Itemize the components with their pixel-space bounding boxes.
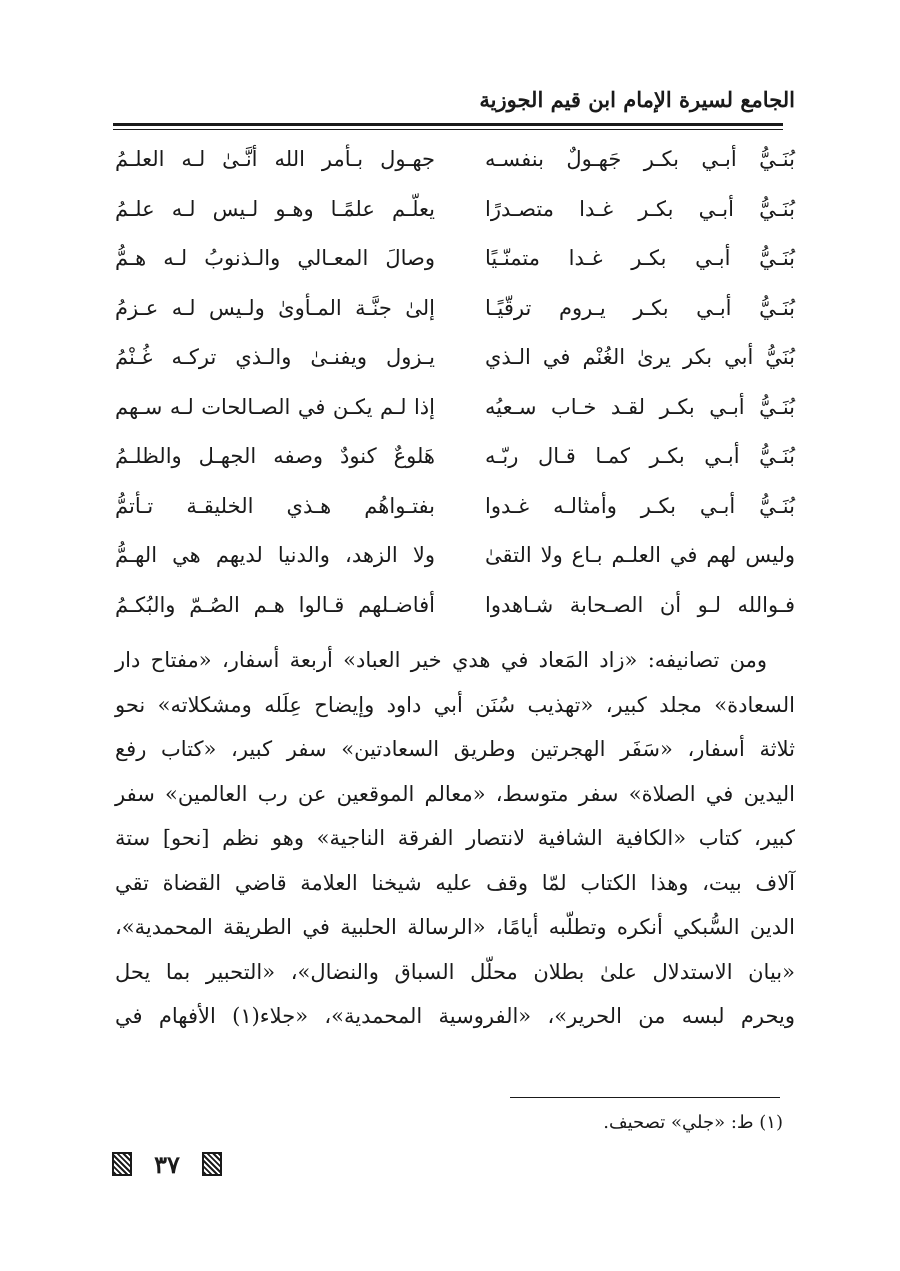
verse-first-hemistich: بُنَيُّ أبي بكر يرىٰ الغُنْم في الـذي: [485, 345, 795, 369]
poem-block: [115, 135, 795, 630]
verse-second-hemistich: هَلوعٌ كنودٌ وصفه الجهـل والظلـمُ: [115, 444, 435, 468]
poem-verse: [115, 234, 795, 284]
verse-first-hemistich: بُنَـيُّ أبـي بكـر يـروم ترقّيًـا: [485, 295, 795, 320]
footnote-separator: [510, 1097, 780, 1098]
poem-verse: [115, 284, 795, 334]
prose-line: آلاف بيت، وهذا الكتاب لمّا وقف عليه شيخنا العلامة قاضي القضاة تقي: [115, 870, 795, 895]
ornament-icon: [112, 1152, 132, 1176]
prose-line: اليدين في الصلاة» سفر متوسط، «معالم الموقعين عن رب العالمين» سفر: [115, 781, 795, 806]
poem-verse: [115, 383, 795, 433]
verse-first-hemistich: بُنَـيُّ أبـي بكـر كمـا قـال ربّـه: [485, 444, 795, 468]
poem-verse: [115, 482, 795, 532]
prose-line: كبير، كتاب «الكافية الشافية لانتصار الفرقة الناجية» وهو نظم [نحو] ستة: [115, 826, 795, 850]
verse-first-hemistich: وليس لهم في العلـم بـاع ولا التقىٰ: [485, 543, 795, 567]
prose-line: ثلاثة أسفار، «سَفَر الهجرتين وطريق السعادتين» سفر كبير، «كتاب رفع: [115, 737, 795, 761]
prose-line: ويحرم لبسه من الحرير»، «الفروسية المحمدية»، «جلاء(١) الأفهام في: [115, 1004, 795, 1028]
ornament-icon: [202, 1152, 222, 1176]
verse-first-hemistich: بُنَـيُّ أبـي بكـر لقـد خـاب سـعيُه: [485, 394, 795, 419]
verse-second-hemistich: ولا الزهد، والدنيا لديهم هي الهـمُّ: [115, 543, 435, 567]
poem-verse: [115, 581, 795, 631]
verse-second-hemistich: يعلّـم علمًـا وهـو لـيس لـه علـمُ: [115, 196, 435, 221]
poem-verse: [115, 185, 795, 235]
page-number-block: [112, 1144, 222, 1184]
verse-second-hemistich: إذا لـم يكـن في الصـالحات لـه سـهم: [115, 394, 435, 419]
verse-first-hemistich: بُنَـيُّ أبـي بكـر غـدا متصـدرًا: [485, 196, 795, 221]
verse-first-hemistich: بُنَـيُّ أبـي بكـر جَهـولٌ بنفسـه: [485, 147, 795, 171]
header-rule-thin: [113, 129, 783, 130]
poem-verse: [115, 432, 795, 482]
prose-paragraph: [115, 638, 795, 1039]
prose-line: الدين السُّبكي أنكره وتطلّبه أيامًا، «الرسالة الحلبية في الطريقة المحمدية»،: [115, 915, 795, 939]
verse-second-hemistich: بفتـواهُم هـذي الخليقـة تـأتمُّ: [115, 493, 435, 518]
page-number: ٣٧: [154, 1149, 180, 1179]
verse-first-hemistich: فـوالله لـو أن الصـحابة شـاهدوا: [485, 592, 795, 617]
verse-second-hemistich: أفاضـلهم قـالوا هـم الصُـمّ والبُكـمُ: [115, 592, 435, 617]
poem-verse: [115, 531, 795, 581]
prose-line: السعادة» مجلد كبير، «تهذيب سُنَن أبي داود وإيضاح عِلَله ومشكلاته» نحو: [115, 692, 795, 717]
prose-line: «بيان الاستدلال علىٰ بطلان محلّل السباق والنضال»، «التحبير بما يحل: [115, 959, 795, 984]
poem-verse: [115, 333, 795, 383]
verse-first-hemistich: بُنَـيُّ أبـي بكـر وأمثالـه غـدوا: [485, 493, 795, 518]
header-rule-thick: [113, 123, 783, 126]
verse-second-hemistich: جهـول بـأمر الله أنَّـىٰ لـه العلـمُ: [115, 147, 435, 171]
verse-first-hemistich: بُنَـيُّ أبـي بكـر غـدا متمنّـيًا: [485, 246, 795, 270]
verse-second-hemistich: يـزول ويفنـىٰ والـذي تركـه غُـنْمُ: [115, 345, 435, 369]
prose-line: ومن تصانيفه: «زاد المَعاد في هدي خير العباد» أربعة أسفار، «مفتاح دار: [115, 648, 767, 672]
running-header-title: الجامع لسيرة الإمام ابن قيم الجوزية: [479, 87, 795, 112]
verse-second-hemistich: إلىٰ جنَّـة المـأوىٰ ولـيس لـه عـزمُ: [115, 295, 435, 320]
verse-second-hemistich: وصالَ المعـالي والـذنوبُ لـه هـمُّ: [115, 246, 435, 270]
poem-verse: [115, 135, 795, 185]
footnote: (١) ط: «جلي» تصحيف.: [603, 1112, 783, 1133]
